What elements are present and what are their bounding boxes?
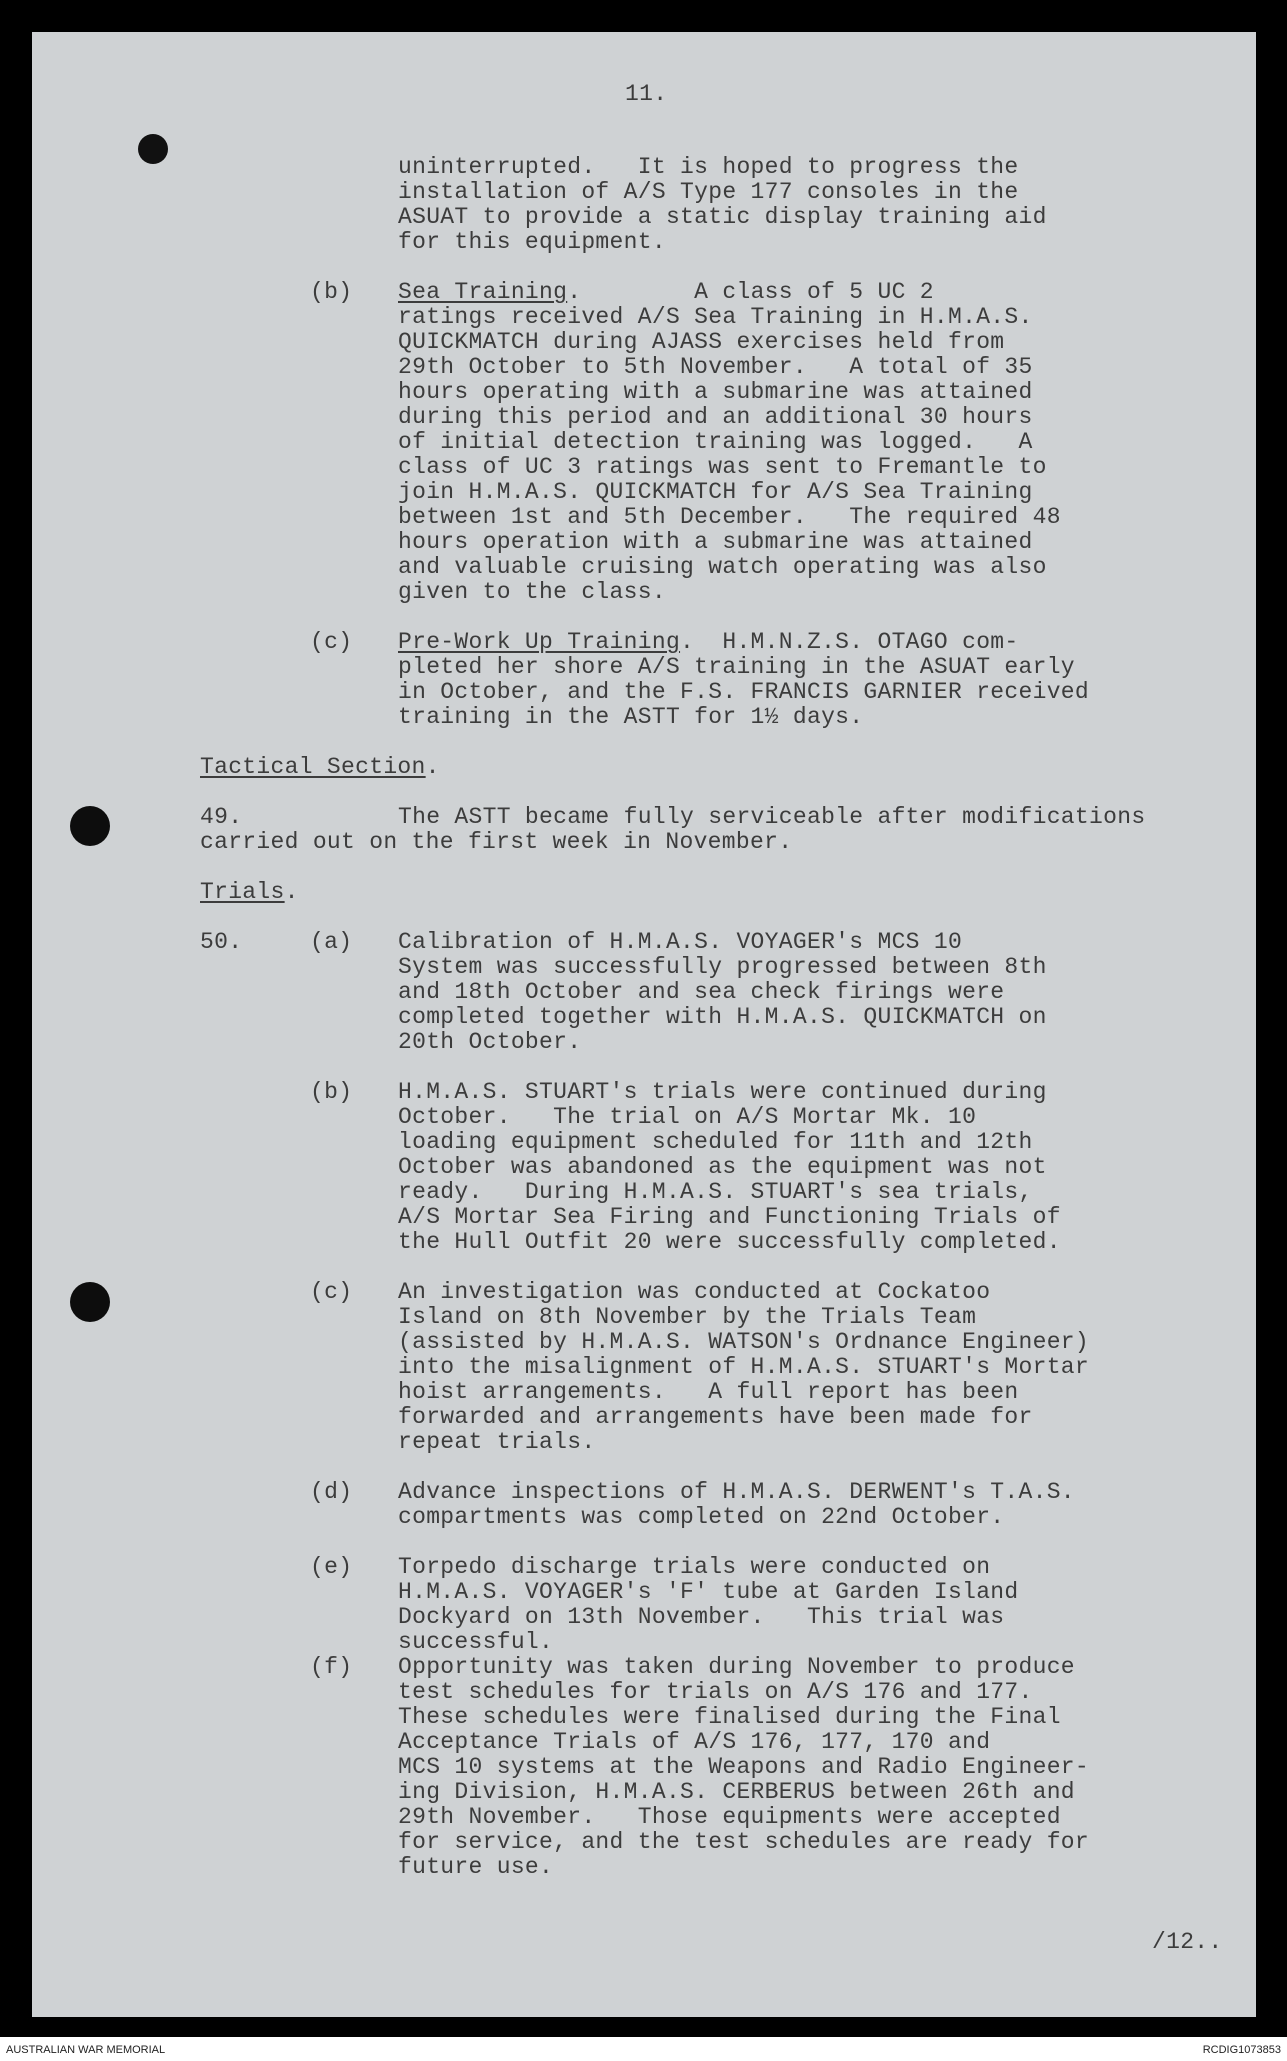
trial-item-line: loading equipment scheduled for 11th and 12th	[398, 1129, 1033, 1155]
item-b-line: QUICKMATCH during AJASS exercises held from	[398, 329, 1005, 355]
trial-item-label: (e)	[310, 1554, 353, 1580]
trial-item-line: Acceptance Trials of A/S 176, 177, 170 and	[398, 1729, 991, 1755]
item-b-line: hours operating with a submarine was attained	[398, 379, 1033, 405]
trial-item-line: ing Division, H.M.A.S. CERBERUS between 26th and	[398, 1779, 1075, 1805]
trial-item-line: A/S Mortar Sea Firing and Functioning Trials of	[398, 1204, 1061, 1230]
trial-item-line: (assisted by H.M.A.S. WATSON's Ordnance Engineer)	[398, 1329, 1090, 1355]
item-b-line: given to the class.	[398, 579, 666, 605]
trial-item-label: (b)	[310, 1079, 353, 1105]
trial-item-line: compartments was completed on 22nd October.	[398, 1504, 1005, 1530]
trial-item-line: successful.	[398, 1629, 554, 1655]
trial-item-line: An investigation was conducted at Cockatoo	[398, 1279, 991, 1305]
trial-item-line: future use.	[398, 1854, 554, 1880]
item-b-line: between 1st and 5th December. The required 48	[398, 504, 1061, 530]
page-number: 11.	[625, 81, 668, 107]
trial-item-line: Advance inspections of H.M.A.S. DERWENT's T.A.S.	[398, 1479, 1075, 1505]
trial-item-line: forwarded and arrangements have been made for	[398, 1404, 1033, 1430]
item-b-line: 29th October to 5th November. A total of 35	[398, 354, 1033, 380]
trial-item-line: Opportunity was taken during November to produce	[398, 1654, 1075, 1680]
item-c-first-line	[398, 630, 1019, 655]
para-49-second-line: carried out on the first week in November.	[200, 829, 793, 855]
item-b-line: hours operation with a submarine was attained	[398, 529, 1033, 555]
continuation-marker: /12..	[1152, 1929, 1223, 1955]
trial-item-line: ready. During H.M.A.S. STUART's sea trials,	[398, 1179, 1033, 1205]
trial-item-line: Island on 8th November by the Trials Team	[398, 1304, 977, 1330]
intro-line: for this equipment.	[398, 229, 666, 255]
item-b-line: ratings received A/S Sea Training in H.M.A.S.	[398, 304, 1033, 330]
tactical-section-heading: Tactical Section.	[200, 754, 440, 780]
trial-item-line: into the misalignment of H.M.A.S. STUART's Mortar	[398, 1354, 1090, 1380]
item-b-line: join H.M.A.S. QUICKMATCH for A/S Sea Training	[398, 479, 1033, 505]
item-b-first-line	[398, 280, 934, 305]
item-c-line: in October, and the F.S. FRANCIS GARNIER received	[398, 679, 1090, 705]
intro-line: installation of A/S Type 177 consoles in the	[398, 179, 1019, 205]
item-c-label: (c)	[310, 629, 353, 655]
trial-item-line: for service, and the test schedules are ready for	[398, 1829, 1090, 1855]
trial-item-label: (d)	[310, 1479, 353, 1505]
item-b-first-line-text: . A class of 5 UC 2	[567, 279, 934, 305]
intro-line: uninterrupted. It is hoped to progress the	[398, 154, 1019, 180]
trial-item-line: October was abandoned as the equipment was not	[398, 1154, 1047, 1180]
item-b-line: during this period and an additional 30 hours	[398, 404, 1033, 430]
para-50-number: 50.	[200, 929, 243, 955]
para-49-number: 49.	[200, 804, 243, 830]
trial-item-line: October. The trial on A/S Mortar Mk. 10	[398, 1104, 977, 1130]
trial-item-line: H.M.A.S. STUART's trials were continued during	[398, 1079, 1047, 1105]
item-c-line: training in the ASTT for 1½ days.	[398, 704, 864, 730]
item-b-line: and valuable cruising watch operating was also	[398, 554, 1047, 580]
trial-item-label: (f)	[310, 1654, 353, 1680]
trial-item-line: Calibration of H.M.A.S. VOYAGER's MCS 10	[398, 929, 963, 955]
para-49-first-line: The ASTT became fully serviceable after modifications	[398, 804, 1146, 830]
trial-item-line: H.M.A.S. VOYAGER's 'F' tube at Garden Island	[398, 1579, 1019, 1605]
trial-item-line: the Hull Outfit 20 were successfully completed.	[398, 1229, 1061, 1255]
archive-footer	[0, 2037, 1287, 2061]
item-b-heading: Sea Training	[398, 279, 568, 305]
trial-item-line: Dockyard on 13th November. This trial was	[398, 1604, 1005, 1630]
trial-item-line: 20th October.	[398, 1029, 582, 1055]
trial-item-line: test schedules for trials on A/S 176 and 177.	[398, 1679, 1033, 1705]
trial-item-line: 29th November. Those equipments were accepted	[398, 1804, 1061, 1830]
trial-item-line: These schedules were finalised during the Final	[398, 1704, 1061, 1730]
trials-heading: Trials.	[200, 879, 299, 905]
item-c-heading: Pre-Work Up Training	[398, 629, 681, 655]
item-b-line: of initial detection training was logged. A	[398, 429, 1033, 455]
item-b-label: (b)	[310, 279, 353, 305]
document-page	[32, 32, 1256, 2017]
punch-hole-top	[138, 134, 168, 164]
trial-item-line: repeat trials.	[398, 1429, 596, 1455]
trial-item-label: (c)	[310, 1279, 353, 1305]
item-c-line: pleted her shore A/S training in the ASUAT early	[398, 654, 1075, 680]
footer-right-label: RCDIG1073853	[1202, 2044, 1281, 2056]
trial-item-line: completed together with H.M.A.S. QUICKMATCH on	[398, 1004, 1047, 1030]
intro-line: ASUAT to provide a static display training aid	[398, 204, 1047, 230]
trial-item-line: System was successfully progressed between 8th	[398, 954, 1047, 980]
trial-item-label: (a)	[310, 929, 353, 955]
trial-item-line: and 18th October and sea check firings were	[398, 979, 1005, 1005]
punch-hole-middle	[70, 806, 110, 846]
footer-left-label: AUSTRALIAN WAR MEMORIAL	[6, 2044, 166, 2056]
trial-item-line: Torpedo discharge trials were conducted on	[398, 1554, 991, 1580]
punch-hole-lower	[70, 1282, 110, 1322]
trial-item-line: MCS 10 systems at the Weapons and Radio Engineer-	[398, 1754, 1090, 1780]
item-b-line: class of UC 3 ratings was sent to Fremantle to	[398, 454, 1047, 480]
item-c-first-line-text: . H.M.N.Z.S. OTAGO com-	[680, 629, 1019, 655]
trial-item-line: hoist arrangements. A full report has been	[398, 1379, 1019, 1405]
